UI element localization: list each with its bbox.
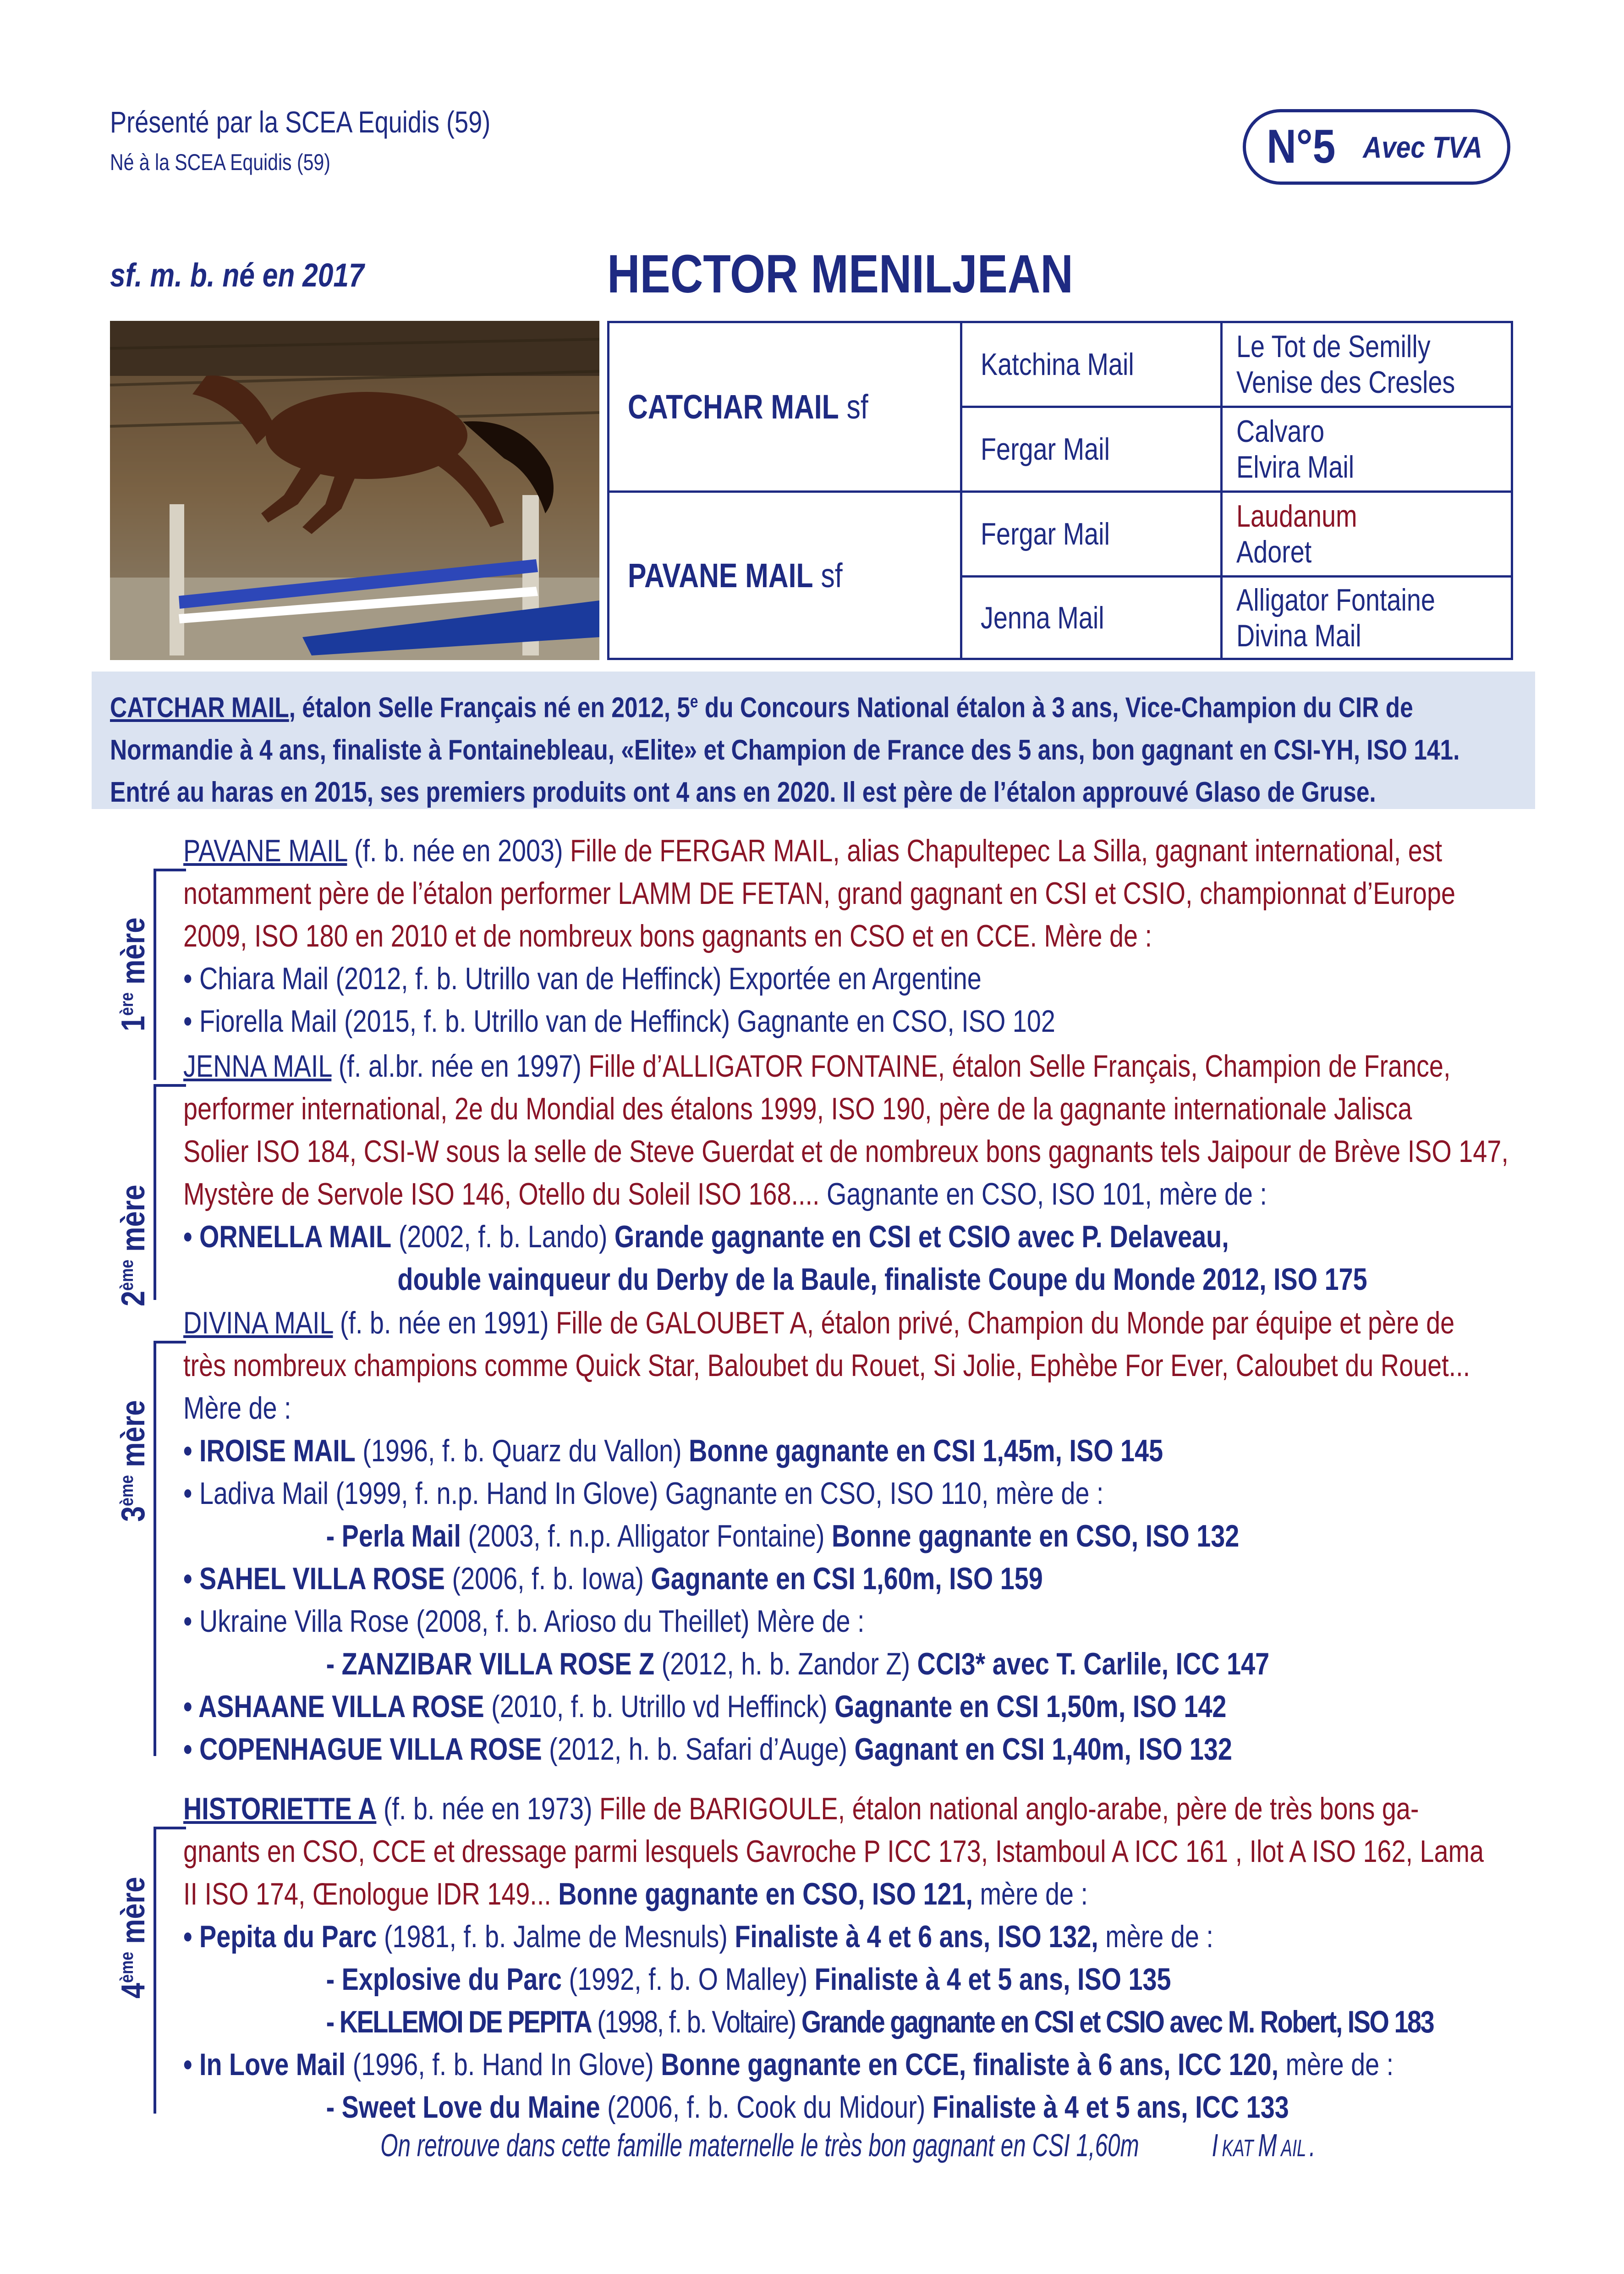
progeny-item: • Chiara Mail (2012, f. b. Utrillo van de Heffinck) Exportée en Argentine: [183, 961, 982, 996]
horse-description: sf. m. b. né en 2017: [110, 257, 364, 294]
sire-note-text: CATCHAR MAIL, étalon Selle Français né en 2012, 5e du Concours National étalon à 3 ans, Vice-Champion du CIR de Normandie à 4 ans, finaliste à Fontainebleau, «Elite» et Champion de France des 5 ans, bon gagnant en CSI-YH, ISO 141. Entré au haras en 2015, ses premiers produits ont 4 ans en 2020. Il est père de l’étalon approuvé Glaso de Gruse.: [110, 692, 1460, 808]
dam-bracket: [154, 1827, 186, 2114]
pedigree-ggp: Laudanum: [1236, 499, 1357, 534]
lot-badge: [1243, 109, 1510, 185]
progeny-item: - ZANZIBAR VILLA ROSE Z (2012, h. b. Zandor Z) CCI3* avec T. Carlile, ICC 147: [326, 1646, 1270, 1681]
horse-jumping-photo: [110, 321, 599, 660]
progeny-item: • ASHAANE VILLA ROSE (2010, f. b. Utrillo vd Heffinck) Gagnante en CSI 1,50m, ISO 142: [183, 1689, 1227, 1724]
pedigree-table: [607, 321, 1513, 660]
pedigree-dam: PAVANE MAIL sf: [628, 556, 843, 595]
pedigree-ggp: Adoret: [1236, 534, 1312, 569]
progeny-item: - Sweet Love du Maine (2006, f. b. Cook du Midour) Finaliste à 4 et 5 ans, ICC 133: [326, 2090, 1289, 2125]
dam-bracket: [154, 1084, 186, 1300]
dam-2-name: JENNA MAIL: [183, 1049, 332, 1084]
dam-label-3: 3ème mère: [115, 1400, 152, 1522]
pedigree-ggp-cell: [1220, 490, 1513, 578]
progeny-item: • In Love Mail (1996, f. b. Hand In Glove) Bonne gagnante en CCE, finaliste à 6 ans, ICC 120, mère de :: [183, 2047, 1394, 2082]
pedigree-ggp-cell: [1220, 406, 1513, 493]
progeny-item: • Pepita du Parc (1981, f. b. Jalme de Mesnuls) Finaliste à 4 et 6 ans, ISO 132, mère de :: [183, 1919, 1213, 1954]
progeny-item: - Explosive du Parc (1992, f. b. O Malley) Finaliste à 4 et 5 ans, ISO 135: [326, 1962, 1171, 1997]
progeny-item: • COPENHAGUE VILLA ROSE (2012, h. b. Safari d’Auge) Gagnant en CSI 1,40m, ISO 132: [183, 1732, 1232, 1767]
dam-4-name: HISTORIETTE A: [183, 1791, 377, 1826]
presented-by: Présenté par la SCEA Equidis (59): [110, 105, 491, 139]
sire-note: [92, 672, 1535, 809]
dam-1-name: PAVANE MAIL: [183, 833, 347, 868]
pedigree-ggp: Elvira Mail: [1236, 450, 1355, 485]
pedigree-gp-cell: [960, 575, 1223, 660]
progeny-item: • Ukraine Villa Rose (2008, f. b. Arioso du Theillet) Mère de :: [183, 1604, 865, 1639]
progeny-item: - KELLEMOI DE PEPITA (1998, f. b. Voltaire) Grande gagnante en CSI et CSIO avec M. Robert, ISO 183: [326, 2004, 1434, 2039]
pedigree-sire: CATCHAR MAIL sf: [628, 388, 868, 426]
dam-label-1: 1ère mère: [115, 917, 152, 1031]
pedigree-sire-sire: Katchina Mail: [981, 347, 1134, 382]
pedigree-sire-cell: [607, 321, 962, 493]
pedigree-dam-cell: [607, 490, 962, 660]
dam-3-name: DIVINA MAIL: [183, 1305, 333, 1340]
pedigree-dam-dam: Jenna Mail: [981, 600, 1104, 635]
dam-2-block: JENNA MAIL (f. al.br. née en 1997) Fille d’ALLIGATOR FONTAINE, étalon Selle Français, Champion de France, performer international, 2e du Mondial des étalons 1999, ISO 190, père de la gagnante internationale Jalisca Solier ISO 184, CSI-W sous la selle de Steve Guerdat et de nombreux bons gagnants tels Jaipour de Brève ISO 147, Mystère de Servole ISO 146, Otello du Soleil ISO 168.... Gagnante en CSO, ISO 101, mère de : • ORNELLA MAIL (2002, f. b. Lando) Grande gagnante en CSI et CSIO avec P. Delaveau, double vainqueur du Derby de la Baule, finaliste Coupe du Monde 2012, ISO 175: [183, 1045, 1536, 1301]
dam-1-block: PAVANE MAIL (f. b. née en 2003) Fille de FERGAR MAIL, alias Chapultepec La Silla, gagnant international, est notamment père de l’étalon performer LAMM DE FETAN, grand gagnant en CSI et CSIO, championnat d’Europe 2009, ISO 180 en 2010 et de nombreux bons gagnants en CSO et en CCE. Mère de : • Chiara Mail (2012, f. b. Utrillo van de Heffinck) Exportée en Argentine • Fiorella Mail (2015, f. b. Utrillo van de Heffinck) Gagnante en CSO, ISO 102: [183, 830, 1536, 1043]
pedigree-ggp: Venise des Cresles: [1236, 365, 1455, 400]
dam-bracket: [154, 869, 186, 1080]
born-at: Né à la SCEA Equidis (59): [110, 149, 330, 175]
progeny-item: • SAHEL VILLA ROSE (2006, f. b. Iowa) Gagnante en CSI 1,60m, ISO 159: [183, 1561, 1043, 1596]
dam-label-4: 4ème mère: [115, 1877, 152, 1999]
pedigree-gp-cell: [960, 321, 1223, 408]
progeny-item: • Ladiva Mail (1999, f. n.p. Hand In Glove) Gagnante en CSO, ISO 110, mère de :: [183, 1476, 1104, 1511]
progeny-item: - Perla Mail (2003, f. n.p. Alligator Fontaine) Bonne gagnante en CSO, ISO 132: [326, 1519, 1240, 1553]
progeny-item: • Fiorella Mail (2015, f. b. Utrillo van de Heffinck) Gagnante en CSO, ISO 102: [183, 1004, 1055, 1039]
pedigree-ggp-cell: [1220, 321, 1513, 408]
footer-note: On retrouve dans cette famille maternelle le très bon gagnant en CSI 1,60mI KATM AIL.: [380, 2127, 1316, 2163]
dam-4-block: HISTORIETTE A (f. b. née en 1973) Fille de BARIGOULE, étalon national anglo-arabe, père de très bons ga- gnants en CSO, CCE et dressage parmi lesquels Gavroche P ICC 173, Istamboul A ICC 161 , Ilot A ISO 162, Lama II ISO 174, Œnologue IDR 149... Bonne gagnante en CSO, ISO 121, mère de : • Pepita du Parc (1981, f. b. Jalme de Mesnuls) Finaliste à 4 et 6 ans, ISO 132, mère de : - Explosive du Parc (1992, f. b. O Malley) Finaliste à 4 et 5 ans, ISO 135 - KELLEMOI DE PEPITA (1998, f. b. Voltaire) Grande gagnante en CSI et CSIO avec M. Robert, ISO 183 • In Love Mail (1996, f. b. Hand In Glove) Bonne gagnante en CCE, finaliste à 6 ans, ICC 120, mère de : - Sweet Love du Maine (2006, f. b. Cook du Midour) Finaliste à 4 et 5 ans, ICC 133: [183, 1788, 1536, 2129]
pedigree-dam-sire: Fergar Mail: [981, 517, 1110, 551]
progeny-item: • ORNELLA MAIL (2002, f. b. Lando) Grande gagnante en CSI et CSIO avec P. Delaveau,: [183, 1219, 1229, 1254]
dam-label-2: 2ème mère: [115, 1184, 152, 1306]
pedigree-sire-dam: Fergar Mail: [981, 432, 1110, 467]
pedigree-gp-cell: [960, 490, 1223, 578]
pedigree-ggp: Le Tot de Semilly: [1236, 329, 1431, 364]
lot-vat: Avec TVA: [1362, 130, 1482, 164]
dam-bracket: [154, 1341, 186, 1756]
pedigree-ggp: Alligator Fontaine: [1236, 582, 1435, 617]
pedigree-ggp: Divina Mail: [1236, 618, 1361, 653]
horse-name: HECTOR MENILJEAN: [607, 244, 1074, 304]
pedigree-ggp-cell: [1220, 575, 1513, 660]
pedigree-gp-cell: [960, 406, 1223, 493]
lot-number: N°5: [1267, 120, 1336, 173]
pedigree-ggp: Calvaro: [1236, 414, 1325, 449]
progeny-item: • IROISE MAIL (1996, f. b. Quarz du Vallon) Bonne gagnante en CSI 1,45m, ISO 145: [183, 1433, 1163, 1468]
dam-3-block: DIVINA MAIL (f. b. née en 1991) Fille de GALOUBET A, étalon privé, Champion du Monde par équipe et père de très nombreux champions comme Quick Star, Baloubet du Rouet, Si Jolie, Ephèbe For Ever, Caloubet du Rouet... Mère de : • IROISE MAIL (1996, f. b. Quarz du Vallon) Bonne gagnante en CSI 1,45m, ISO 145 • Ladiva Mail (1999, f. n.p. Hand In Glove) Gagnante en CSO, ISO 110, mère de : - Perla Mail (2003, f. n.p. Alligator Fontaine) Bonne gagnante en CSO, ISO 132 • SAHEL VILLA ROSE (2006, f. b. Iowa) Gagnante en CSI 1,60m, ISO 159 • Ukraine Villa Rose (2008, f. b. Arioso du Theillet) Mère de : - ZANZIBAR VILLA ROSE Z (2012, h. b. Zandor Z) CCI3* avec T. Carlile, ICC 147 • ASHAANE VILLA ROSE (2010, f. b. Utrillo vd Heffinck) Gagnante en CSI 1,50m, ISO 142 • COPENHAGUE VILLA ROSE (2012, h. b. Safari d’Auge) Gagnant en CSI 1,40m, ISO 132: [183, 1302, 1536, 1771]
